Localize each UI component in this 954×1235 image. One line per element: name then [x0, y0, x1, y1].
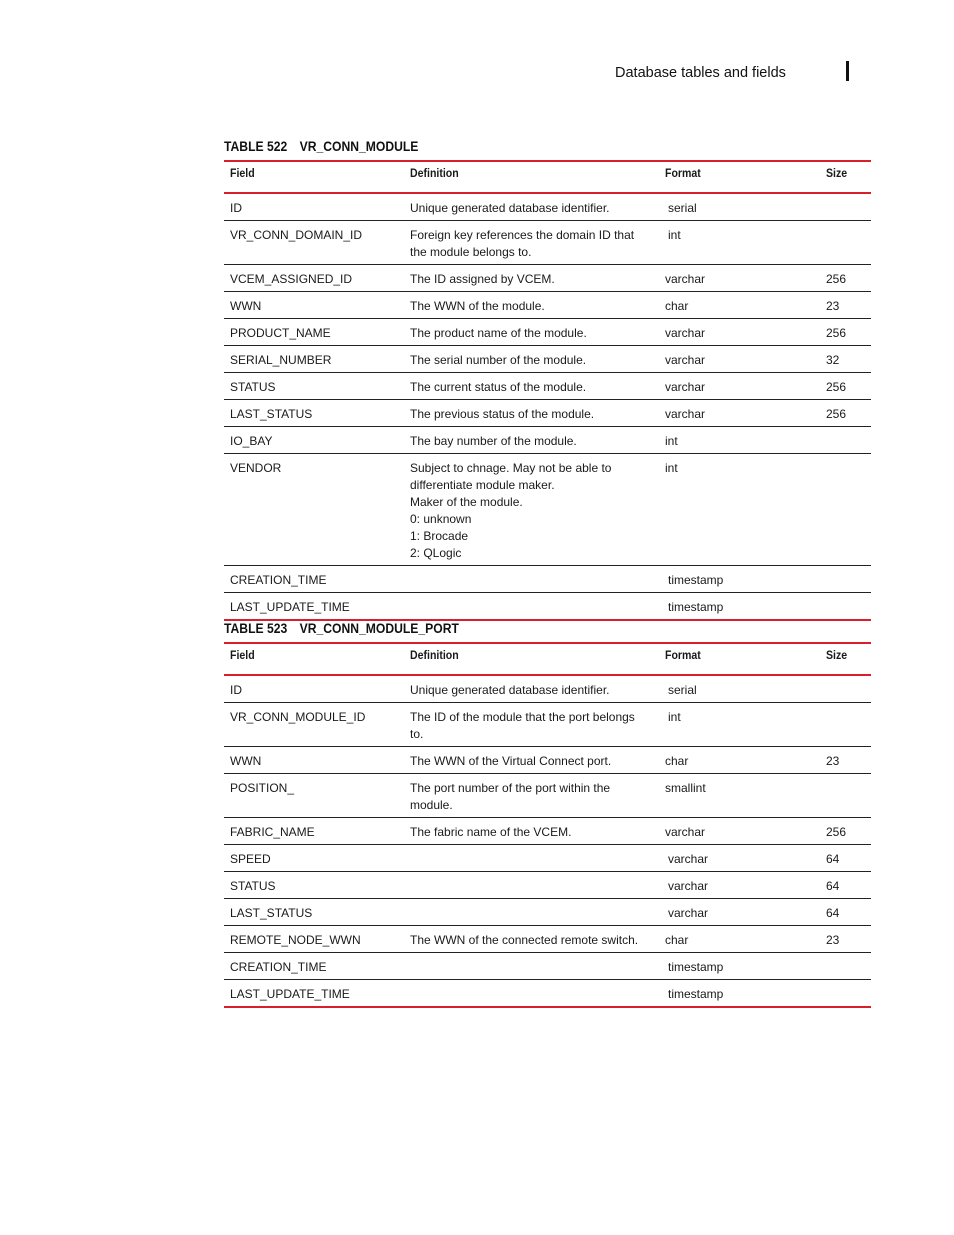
definition-line: 1: Brocade [410, 529, 469, 543]
size-cell [820, 593, 871, 621]
field-cell: LAST_UPDATE_TIME [224, 593, 404, 621]
field-cell: LAST_UPDATE_TIME [224, 980, 404, 1008]
definition-line: Maker of the module. [410, 495, 523, 509]
size-cell [820, 953, 871, 980]
format-cell: varchar [659, 818, 820, 845]
definition-line: The serial number of the module. [410, 353, 587, 367]
format-cell: int [659, 221, 820, 265]
format-cell: varchar [659, 319, 820, 346]
table-row [224, 953, 871, 980]
definition-cell [404, 193, 659, 221]
size-cell [820, 193, 871, 221]
definition-line: The bay number of the module. [410, 434, 577, 448]
column-header-format: Format [665, 648, 701, 662]
definition-cell [404, 292, 659, 319]
column-header-field: Field [230, 648, 255, 662]
column-header-size: Size [826, 648, 848, 662]
format-cell: timestamp [659, 593, 820, 621]
definition-line: The product name of the module. [410, 326, 587, 340]
format-cell: timestamp [659, 980, 820, 1008]
table-number: TABLE 523 [224, 621, 288, 636]
definition-cell [404, 872, 659, 899]
column-header-field: Field [230, 166, 255, 180]
definition-cell [404, 980, 659, 1008]
table-row [224, 193, 871, 221]
definition-line: The current status of the module. [410, 380, 587, 394]
size-cell [820, 980, 871, 1008]
definition-cell [404, 427, 659, 454]
definition-line: The ID of the module that the port belongs to. [410, 710, 635, 741]
column-header-size: Size [826, 166, 848, 180]
definition-line: The fabric name of the VCEM. [410, 825, 572, 839]
table-row [224, 454, 871, 566]
definition-cell [404, 703, 659, 747]
table-caption [224, 621, 459, 636]
size-cell: 23 [820, 926, 871, 953]
definition-line: Unique generated database identifier. [410, 683, 610, 697]
definition-cell [404, 926, 659, 953]
definition-cell [404, 953, 659, 980]
size-cell [820, 221, 871, 265]
size-cell: 256 [820, 265, 871, 292]
size-cell: 256 [820, 319, 871, 346]
table-row [224, 703, 871, 747]
field-cell: POSITION_ [224, 774, 404, 818]
size-cell: 32 [820, 346, 871, 373]
definition-line: The port number of the port within the module. [410, 781, 611, 812]
size-cell: 64 [820, 899, 871, 926]
definition-cell [404, 899, 659, 926]
field-cell: CREATION_TIME [224, 566, 404, 593]
format-cell: serial [659, 675, 820, 703]
field-cell: ID [224, 193, 404, 221]
field-cell: STATUS [224, 373, 404, 400]
format-cell: int [659, 703, 820, 747]
definition-cell [404, 265, 659, 292]
field-cell: VR_CONN_DOMAIN_ID [224, 221, 404, 265]
definition-cell [404, 566, 659, 593]
definition-line: The WWN of the Virtual Connect port. [410, 754, 612, 768]
definition-cell [404, 774, 659, 818]
definition-cell [404, 747, 659, 774]
format-cell: char [659, 292, 820, 319]
field-cell: SPEED [224, 845, 404, 872]
field-cell: ID [224, 675, 404, 703]
field-cell: VR_CONN_MODULE_ID [224, 703, 404, 747]
definition-cell [404, 373, 659, 400]
definition-cell [404, 675, 659, 703]
definition-line: Unique generated database identifier. [410, 201, 610, 215]
table-caption [224, 139, 418, 154]
format-cell: smallint [659, 774, 820, 818]
format-cell: timestamp [659, 566, 820, 593]
size-cell: 64 [820, 872, 871, 899]
field-cell: REMOTE_NODE_WWN [224, 926, 404, 953]
size-cell [820, 703, 871, 747]
format-cell: varchar [659, 872, 820, 899]
definition-cell [404, 845, 659, 872]
field-cell: VCEM_ASSIGNED_ID [224, 265, 404, 292]
size-cell [820, 566, 871, 593]
table-row [224, 845, 871, 872]
column-header-definition: Definition [410, 166, 459, 180]
field-cell: CREATION_TIME [224, 953, 404, 980]
table-row [224, 872, 871, 899]
format-cell: char [659, 926, 820, 953]
table-row [224, 818, 871, 845]
running-header-title: Database tables and fields [615, 65, 786, 81]
format-cell: serial [659, 193, 820, 221]
definition-cell [404, 454, 659, 566]
format-cell: varchar [659, 400, 820, 427]
table-row [224, 346, 871, 373]
format-cell: varchar [659, 373, 820, 400]
vr-conn-module-table [224, 160, 871, 621]
field-cell: LAST_STATUS [224, 899, 404, 926]
table-row [224, 427, 871, 454]
definition-cell [404, 400, 659, 427]
format-cell: timestamp [659, 953, 820, 980]
size-cell: 256 [820, 818, 871, 845]
field-cell: STATUS [224, 872, 404, 899]
table-row [224, 265, 871, 292]
table-row [224, 373, 871, 400]
table-row [224, 292, 871, 319]
table-row [224, 593, 871, 621]
field-cell: WWN [224, 747, 404, 774]
table-row [224, 566, 871, 593]
definition-line: Foreign key references the domain ID that the module belongs to. [410, 228, 635, 259]
table-header-row [224, 161, 871, 193]
definition-line: 2: QLogic [410, 546, 462, 560]
table-name: VR_CONN_MODULE_PORT [299, 621, 459, 636]
field-cell: IO_BAY [224, 427, 404, 454]
size-cell: 64 [820, 845, 871, 872]
size-cell: 256 [820, 400, 871, 427]
table-row [224, 675, 871, 703]
table-name: VR_CONN_MODULE [299, 139, 419, 154]
definition-cell [404, 346, 659, 373]
format-cell: varchar [659, 346, 820, 373]
size-cell [820, 427, 871, 454]
definition-cell [404, 221, 659, 265]
definition-line: Subject to chnage. May not be able to differentiate module maker. [410, 461, 612, 492]
field-cell: VENDOR [224, 454, 404, 566]
definition-line: The ID assigned by VCEM. [410, 272, 555, 286]
table-row [224, 400, 871, 427]
size-cell [820, 675, 871, 703]
definition-line: The WWN of the connected remote switch. [410, 933, 639, 947]
definition-cell [404, 818, 659, 845]
format-cell: int [659, 427, 820, 454]
format-cell: char [659, 747, 820, 774]
size-cell [820, 454, 871, 566]
table-row [224, 319, 871, 346]
format-cell: varchar [659, 899, 820, 926]
table-number: TABLE 522 [224, 139, 288, 154]
table-row [224, 980, 871, 1008]
format-cell: varchar [659, 845, 820, 872]
field-cell: PRODUCT_NAME [224, 319, 404, 346]
table-row [224, 899, 871, 926]
size-cell: 256 [820, 373, 871, 400]
size-cell [820, 774, 871, 818]
table-row [224, 926, 871, 953]
definition-cell [404, 319, 659, 346]
size-cell: 23 [820, 292, 871, 319]
definition-line: The previous status of the module. [410, 407, 595, 421]
field-cell: FABRIC_NAME [224, 818, 404, 845]
table-row [224, 747, 871, 774]
table-row [224, 221, 871, 265]
table-row [224, 774, 871, 818]
column-header-definition: Definition [410, 648, 459, 662]
format-cell: varchar [659, 265, 820, 292]
field-cell: LAST_STATUS [224, 400, 404, 427]
field-cell: SERIAL_NUMBER [224, 346, 404, 373]
field-cell: WWN [224, 292, 404, 319]
header-rule [846, 61, 849, 81]
definition-line: The WWN of the module. [410, 299, 545, 313]
vr-conn-module-port-table [224, 642, 871, 1008]
table-header-row [224, 643, 871, 675]
column-header-format: Format [665, 166, 701, 180]
definition-cell [404, 593, 659, 621]
size-cell: 23 [820, 747, 871, 774]
definition-line: 0: unknown [410, 512, 472, 526]
format-cell: int [659, 454, 820, 566]
